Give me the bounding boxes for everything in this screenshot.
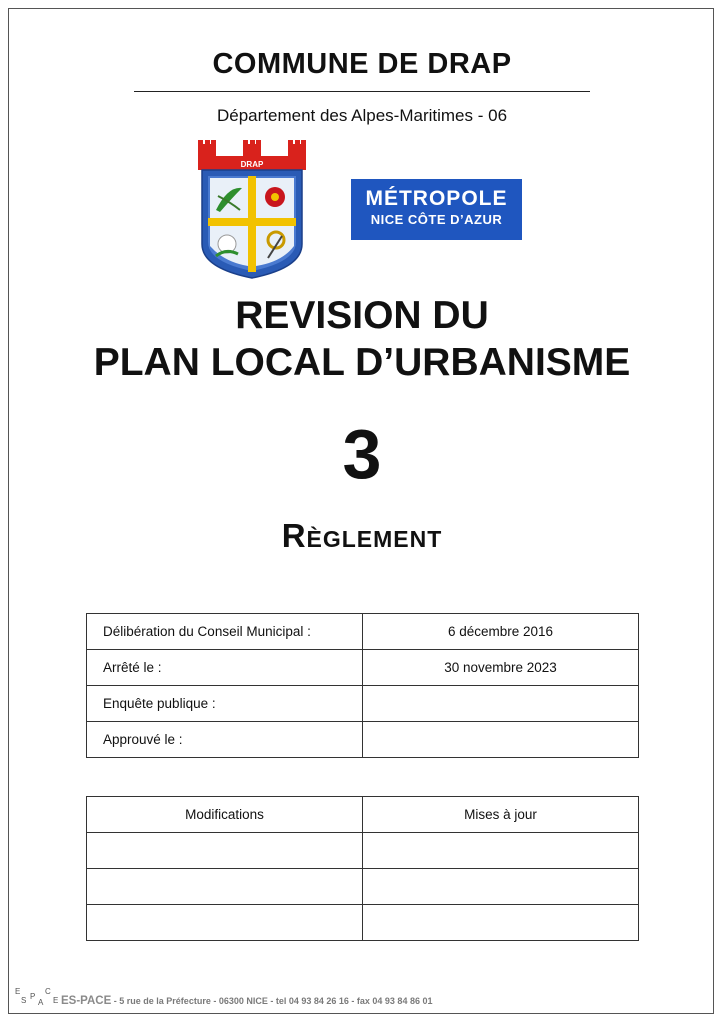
enquete-value <box>363 686 639 722</box>
footer-brand: ES-PACE <box>61 995 112 1007</box>
table-row <box>87 614 639 650</box>
arrete-label: Arrêté le : <box>87 650 363 686</box>
mise-a-jour-cell <box>363 833 639 869</box>
deliberation-label: Délibération du Conseil Municipal : <box>87 614 363 650</box>
table-row <box>87 869 639 905</box>
modification-cell <box>87 905 363 941</box>
departement-subtitle: Département des Alpes-Maritimes - 06 <box>216 106 508 125</box>
drap-coat-of-arms-logo <box>196 140 308 280</box>
mise-a-jour-cell <box>363 869 639 905</box>
metropole-nice-logo <box>351 179 522 240</box>
document-title <box>0 292 724 386</box>
modification-cell <box>87 869 363 905</box>
table-row <box>87 905 639 941</box>
title-line-2: PLAN LOCAL D’URBANISME <box>93 341 631 384</box>
enquete-label: Enquête publique : <box>87 686 363 722</box>
metropole-logo-line1: MÉTROPOLE <box>365 187 508 210</box>
mise-a-jour-cell <box>363 905 639 941</box>
approuve-label: Approuvé le : <box>87 722 363 758</box>
arrete-value: 30 novembre 2023 <box>363 650 639 686</box>
footer-contact: - 5 rue de la Préfecture - 06300 NICE - tel 04 93 84 26 16 - fax 04 93 84 86 01 <box>111 996 433 1006</box>
modification-cell <box>87 833 363 869</box>
table-row <box>87 686 639 722</box>
footer <box>15 987 715 1009</box>
table-row <box>87 722 639 758</box>
table-header-row <box>87 797 639 833</box>
modifications-header: Modifications <box>87 797 363 833</box>
dates-table <box>86 613 639 758</box>
table-row <box>87 650 639 686</box>
crest-label: DRAP <box>240 160 264 169</box>
document-number: 3 <box>342 415 382 493</box>
title-line-1: REVISION DU <box>235 294 489 337</box>
espace-logo: E S P A C E <box>15 987 59 1007</box>
modifications-table <box>86 796 639 941</box>
deliberation-value: 6 décembre 2016 <box>363 614 639 650</box>
approuve-value <box>363 722 639 758</box>
table-row <box>87 833 639 869</box>
header-divider <box>134 91 590 92</box>
mises-a-jour-header: Mises à jour <box>363 797 639 833</box>
document-subtitle: Règlement <box>281 517 443 554</box>
metropole-logo-line2: NICE CÔTE D’AZUR <box>370 212 503 227</box>
footer-address <box>61 995 432 1007</box>
commune-title: COMMUNE DE DRAP <box>212 48 512 80</box>
